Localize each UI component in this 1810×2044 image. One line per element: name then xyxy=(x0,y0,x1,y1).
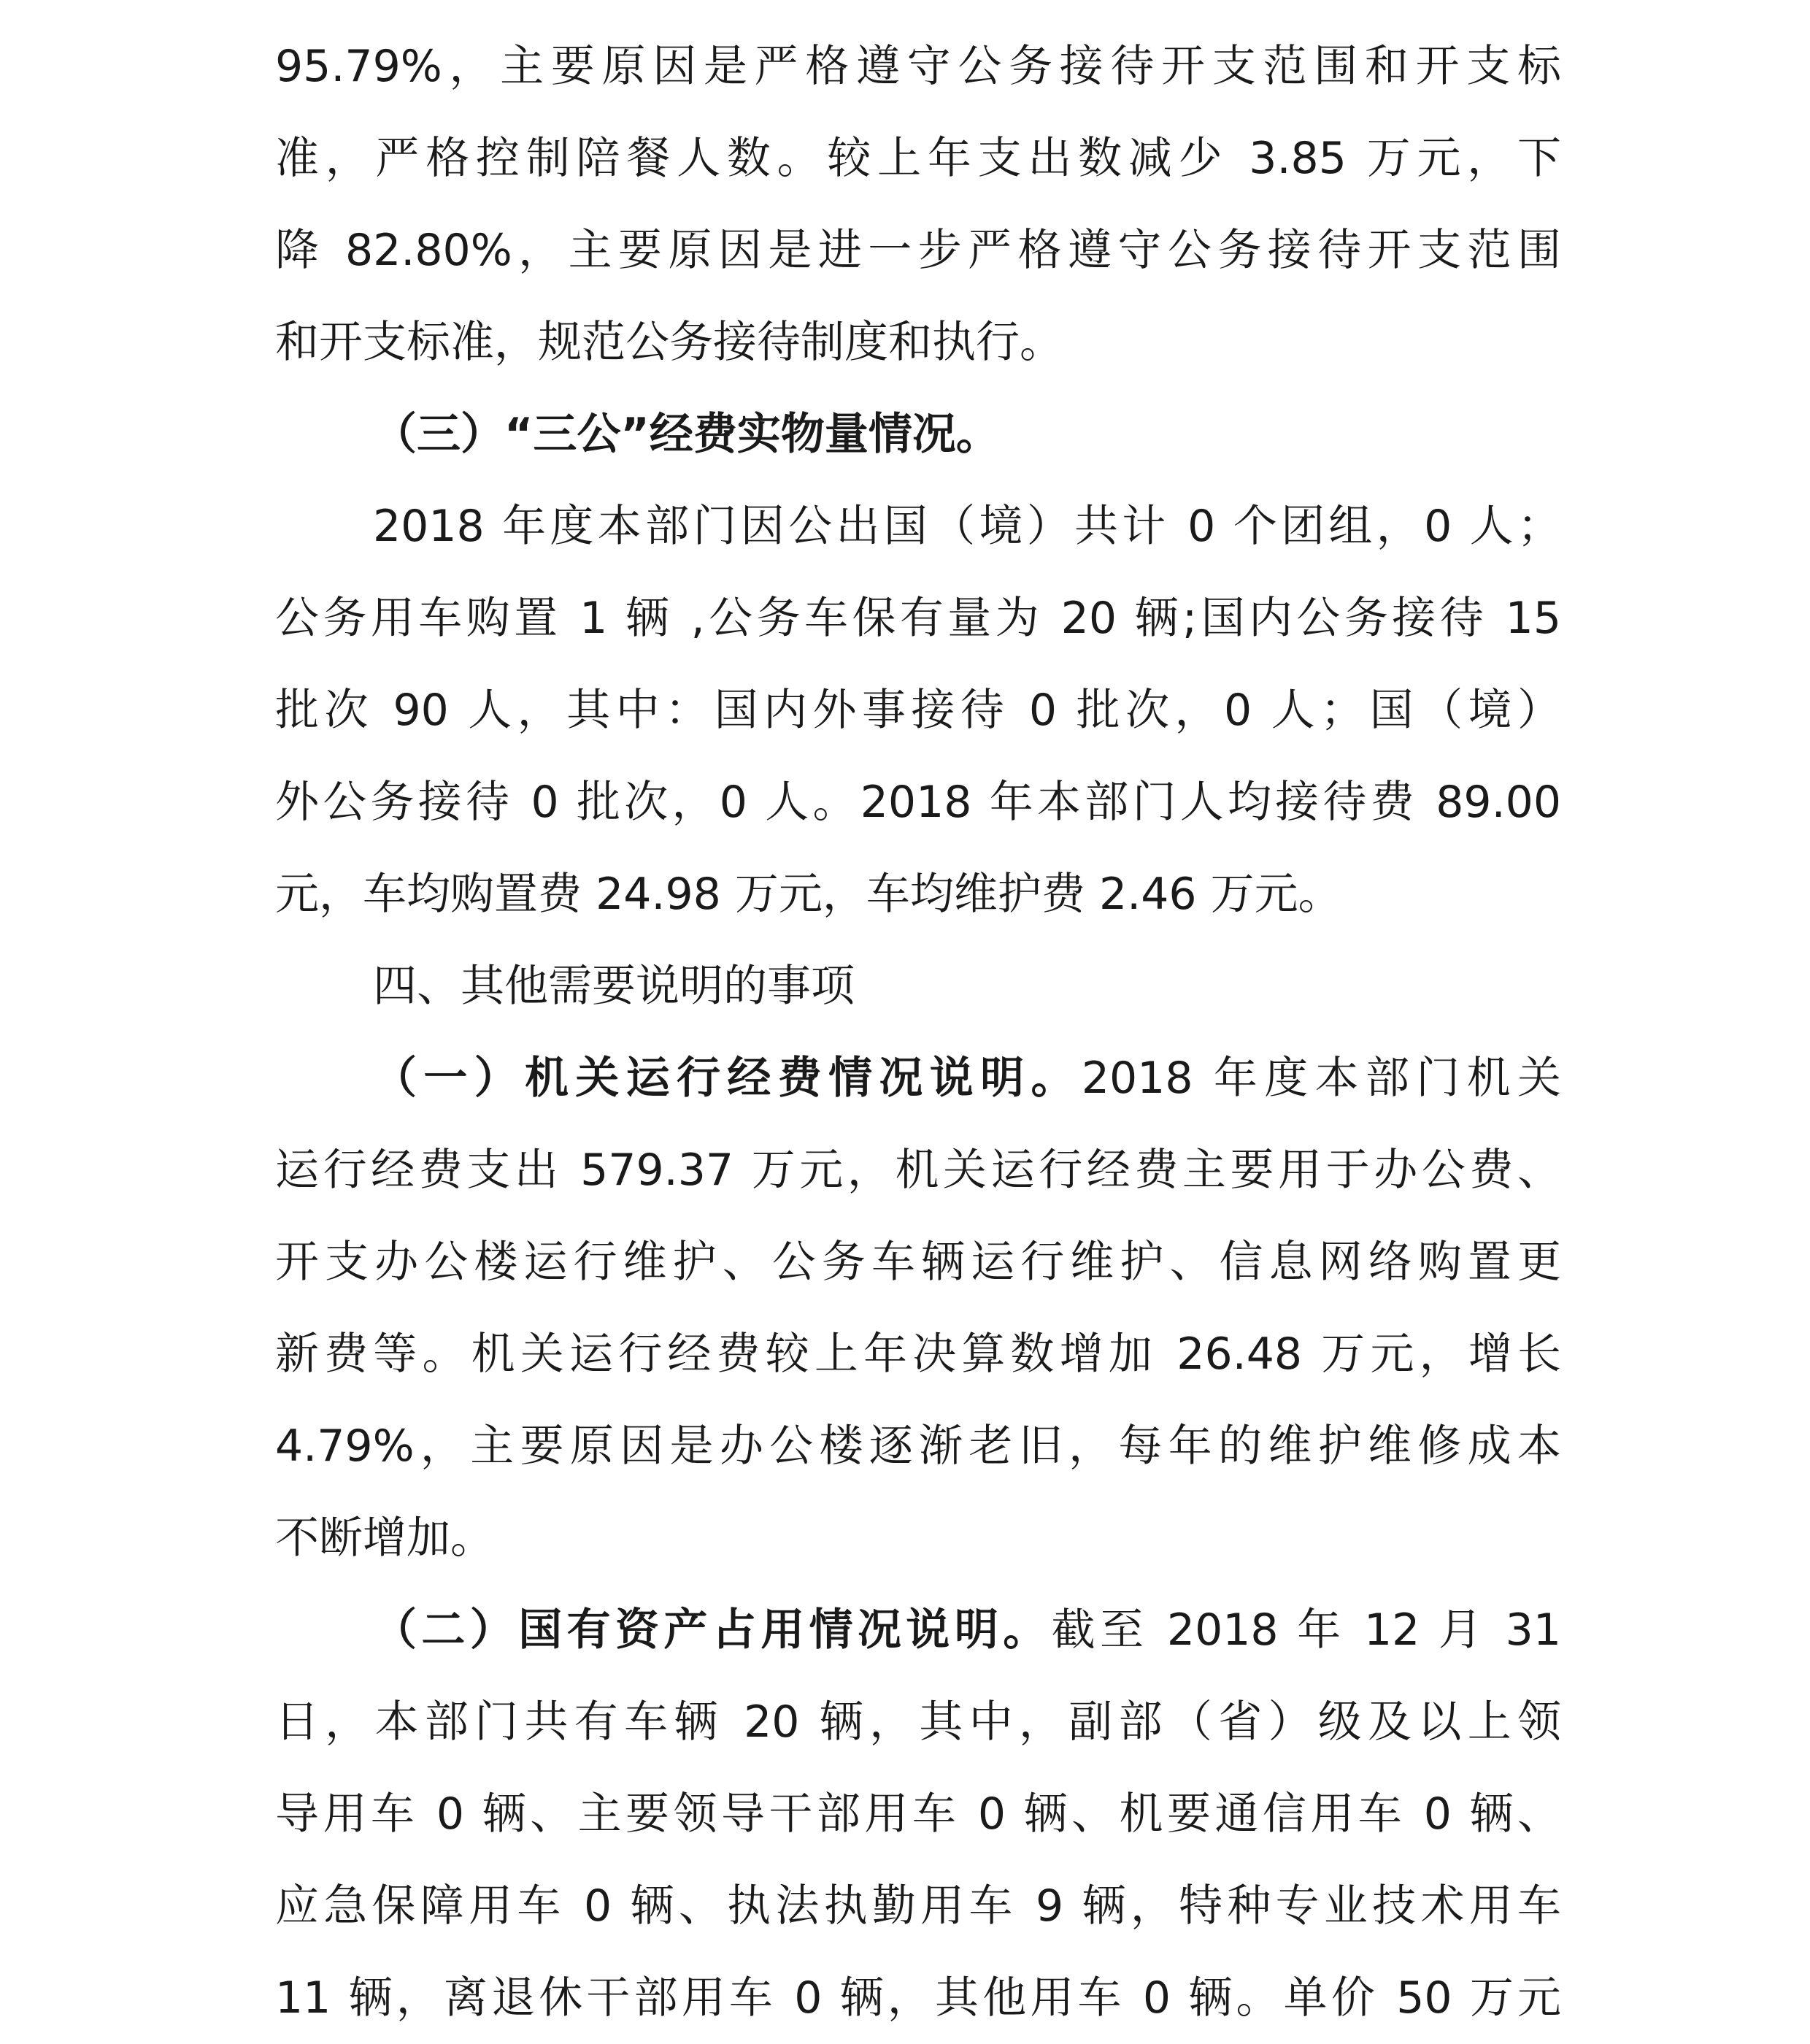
paragraph-line: 元，车均购置费 24.98 万元，车均维护费 2.46 万元。 xyxy=(275,869,1342,920)
paragraph-line: 日，本部门共有车辆 20 辆，其中，副部（省）级及以上领 xyxy=(275,1697,1561,1748)
paragraph-line: 外公务接待 0 批次，0 人。2018 年本部门人均接待费 89.00 xyxy=(275,777,1561,828)
section-heading-three-public-quantity: （三）“三公”经费实物量情况。 xyxy=(373,409,1000,460)
paragraph-line xyxy=(275,1584,1561,1676)
subsection-heading-operating-expenses: （一）机关运行经费情况说明。 xyxy=(373,1053,1082,1104)
paragraph-line: 批次 90 人，其中：国内外事接待 0 批次，0 人；国（境） xyxy=(275,685,1561,736)
paragraph-line: 导用车 0 辆、主要领导干部用车 0 辆、机要通信用车 0 辆、 xyxy=(275,1788,1561,1840)
paragraph-line: 开支办公楼运行维护、公务车辆运行维护、信息网络购置更 xyxy=(275,1237,1561,1288)
paragraph-line: 和开支标准，规范公务接待制度和执行。 xyxy=(275,317,1063,368)
paragraph-line: 新费等。机关运行经费较上年决算数增加 26.48 万元，增长 xyxy=(275,1329,1561,1380)
paragraph-line: 公务用车购置 1 辆 ,公务车保有量为 20 辆;国内公务接待 15 xyxy=(275,593,1561,644)
paragraph-line: 11 辆，离退休干部用车 0 辆，其他用车 0 辆。单价 50 万元 xyxy=(275,1972,1561,2024)
subsection-heading-state-assets: （二）国有资产占用情况说明。 xyxy=(373,1605,1052,1656)
paragraph-text: 2018 年度本部门机关 xyxy=(1081,1053,1561,1104)
paragraph-line: 准，严格控制陪餐人数。较上年支出数减少 3.85 万元，下 xyxy=(275,133,1561,184)
paragraph-line: 2018 年度本部门因公出国（境）共计 0 个团组，0 人； xyxy=(373,501,1561,552)
paragraph-text: 截至 2018 年 12 月 31 xyxy=(1051,1605,1561,1656)
paragraph-line: 运行经费支出 579.37 万元，机关运行经费主要用于办公费、 xyxy=(275,1145,1561,1196)
paragraph-line: 降 82.80%，主要原因是进一步严格遵守公务接待开支范围 xyxy=(275,225,1561,276)
paragraph-line: 不断增加。 xyxy=(275,1513,494,1564)
paragraph-line xyxy=(275,1032,1561,1124)
paragraph-line: 95.79%，主要原因是严格遵守公务接待开支范围和开支标 xyxy=(275,41,1561,92)
section-heading-other-matters: 四、其他需要说明的事项 xyxy=(373,961,855,1012)
document-body xyxy=(275,20,1561,2044)
paragraph-line: 4.79%，主要原因是办公楼逐渐老旧，每年的维护维修成本 xyxy=(275,1421,1561,1472)
paragraph-line: 应急保障用车 0 辆、执法执勤用车 9 辆，特种专业技术用车 xyxy=(275,1880,1561,1932)
